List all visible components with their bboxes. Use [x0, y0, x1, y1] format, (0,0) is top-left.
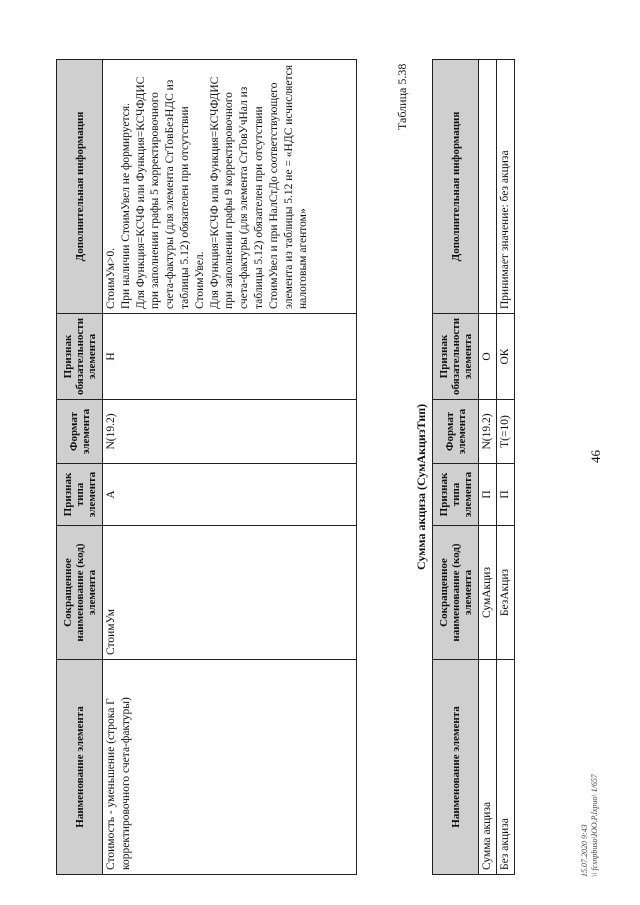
header-type: Признак типа элемента: [57, 464, 103, 526]
header-name: Наименование элемента: [433, 660, 479, 875]
cell-name: Сумма акциза: [479, 660, 497, 875]
cell-required: ОК: [496, 314, 514, 400]
cell-format: N(19.2): [479, 400, 497, 464]
cell-format: N(19.2): [103, 400, 357, 464]
cell-type: А: [103, 464, 357, 526]
elements-table-2: [432, 59, 515, 875]
table-label: Таблица 5.38: [395, 63, 409, 130]
cell-name: Стоимость - уменьшение (строка Г корректировочного счета-фактуры): [103, 660, 357, 875]
cell-name: Без акциза: [496, 660, 514, 875]
header-code: Сокращенное наименование (код) элемента: [433, 526, 479, 660]
table-header-row: [433, 60, 479, 875]
header-format: Формат элемента: [57, 400, 103, 464]
table-row: [479, 60, 497, 875]
cell-code: БезАкциз: [496, 526, 514, 660]
header-name: Наименование элемента: [57, 660, 103, 875]
table-title: Сумма акциза (СумАкцизТип): [414, 403, 428, 570]
footer-line-2: \\ fcsnpbuso\ЮО.Р.lxpuo\ 1/657: [590, 774, 599, 877]
table-header-row: [57, 60, 103, 875]
cell-code: СумАкциз: [479, 526, 497, 660]
header-info: Дополнительная информация: [433, 60, 479, 314]
table-row: [103, 60, 357, 875]
table-row: [496, 60, 514, 875]
header-format: Формат элемента: [433, 400, 479, 464]
cell-info: Принимает значение: без акциза: [496, 60, 514, 314]
footer-line-1: 15.07.2020 9:43: [580, 824, 589, 877]
cell-type: П: [496, 464, 514, 526]
header-type: Признак типа элемента: [433, 464, 479, 526]
page-number: 46: [588, 450, 603, 463]
cell-type: П: [479, 464, 497, 526]
elements-table-1: [56, 59, 357, 875]
cell-info: СтоимУм>0. При наличии СтоимУвел не формируется. Для Функция=КСЧФ или Функция=КСЧФДИС при заполнении графы 5 корректировочного счета-фактуры (для элемента СтТовБезНДС из таблицы 5.12) обязателен при отсутствии СтоимУвел. Для Функция=КСЧФ или Функция=КСЧФДИС при заполнении графы 9 корректировочного счета-фактуры (для элемента СтТовУчНал из таблицы 5.12) обязателен при отсутствии СтоимУвел и при НалСтДо соответствующего элемента из таблицы 5.12 не = «НДС исчисляется налоговым агентом»: [103, 60, 357, 314]
header-required: Признак обязательности элемента: [433, 314, 479, 400]
cell-code: СтоимУм: [103, 526, 357, 660]
header-info: Дополнительная информация: [57, 60, 103, 314]
cell-format: T(=10): [496, 400, 514, 464]
header-required: Признак обязательности элемента: [57, 314, 103, 400]
header-code: Сокращенное наименование (код) элемента: [57, 526, 103, 660]
footer-stamp: [580, 774, 600, 877]
cell-required: О: [479, 314, 497, 400]
cell-info: [479, 60, 497, 314]
cell-required: Н: [103, 314, 357, 400]
